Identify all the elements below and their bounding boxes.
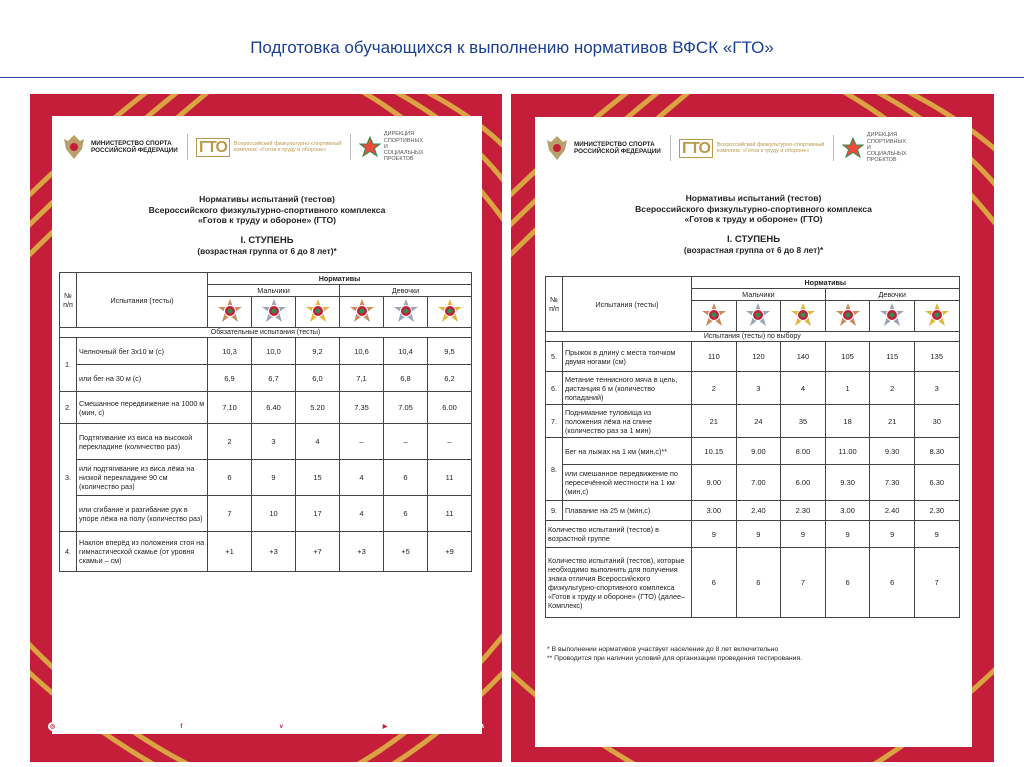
heading-line-3: «Готов к труду и обороне» (ГТО) — [684, 214, 823, 224]
badge-graphic — [437, 298, 463, 324]
document-heading — [52, 194, 482, 256]
gto-name: Всероссийский физкультурно-спортивный комплекс «Готов к труду и обороне» — [233, 140, 342, 153]
norm-value: 9 — [914, 521, 959, 548]
norm-value: +9 — [428, 532, 472, 572]
test-name: или смешанное передвижение по пересечённой местности на 1 км (мин,с) — [563, 465, 692, 501]
youtube-link[interactable] — [381, 722, 484, 731]
stage-title: I. СТУПЕНЬ — [726, 233, 781, 245]
norm-value: 6 — [384, 496, 428, 532]
norm-value: 9 — [252, 460, 296, 496]
logo-separator — [833, 135, 834, 161]
instagram-link[interactable] — [48, 722, 141, 731]
bronze-badge-icon — [208, 297, 252, 328]
star-logo-icon — [359, 136, 381, 158]
instagram-icon: ◎ — [49, 724, 56, 730]
norm-value: 8.30 — [914, 438, 959, 465]
row-number: 7. — [546, 405, 563, 438]
norm-value: 6,0 — [296, 365, 340, 392]
table-row — [546, 465, 960, 501]
table-row — [546, 372, 960, 405]
row-number: 3. — [60, 424, 77, 532]
norm-value: 2 — [692, 372, 737, 405]
title-divider — [0, 77, 1024, 78]
social-links — [30, 722, 502, 731]
badge-graphic — [305, 298, 331, 324]
test-name: Челночный бег 3х10 м (с) — [77, 338, 208, 365]
badge-graphic — [835, 302, 861, 328]
norm-value: 9 — [870, 521, 915, 548]
vk-text: Vk.com/vfsk_gto — [288, 723, 345, 730]
norm-value: 9 — [692, 521, 737, 548]
ministry-name: МИНИСТЕРСТВО СПОРТА РОССИЙСКОЙ ФЕДЕРАЦИИ — [91, 139, 178, 154]
col-norms-header: Нормативы — [692, 277, 960, 289]
norm-value: 6.00 — [781, 465, 826, 501]
norm-value: 9.00 — [692, 465, 737, 501]
heading-line-2: Всероссийского физкультурно-спортивного комплекса — [635, 203, 872, 214]
norm-value: 6 — [825, 548, 870, 618]
footnotes — [547, 645, 961, 663]
norm-value: 9 — [781, 521, 826, 548]
norm-value: 30 — [914, 405, 959, 438]
norm-value: 2 — [208, 424, 252, 460]
vk-link[interactable] — [277, 722, 345, 731]
heading-line-3: «Готов к труду и обороне» (ГТО) — [197, 215, 337, 225]
col-num-header: № п/п — [60, 273, 77, 328]
col-girls-header: Девочки — [340, 285, 472, 297]
summary-label: Количество испытаний (тестов), которые необходимо выполнить для получения знака отличия Всероссийского физкультурно-спортивного комплекса «Готов к труду и обороне» (ГТО) (далее–Комплекс) — [546, 548, 692, 618]
logo-separator — [187, 134, 188, 160]
norm-value: 18 — [825, 405, 870, 438]
row-number: 1. — [60, 338, 77, 392]
norm-value: 9.00 — [736, 438, 781, 465]
norm-value: 7.00 — [736, 465, 781, 501]
col-boys-header: Мальчики — [692, 289, 826, 301]
test-name: Метание теннисного мяча в цель, дистанция 6 м (количество попаданий) — [563, 372, 692, 405]
slide-title: Подготовка обучающихся к выполнению нормативов ВФСК «ГТО» — [250, 38, 774, 57]
norm-value: 10,4 — [384, 338, 428, 365]
document-heading — [535, 193, 972, 255]
norm-value: 11.00 — [825, 438, 870, 465]
norm-value: 15 — [296, 460, 340, 496]
norm-value: 110 — [692, 342, 737, 372]
norm-value: 10,0 — [252, 338, 296, 365]
norm-value: 6 — [870, 548, 915, 618]
norm-value: 4 — [781, 372, 826, 405]
document-page-left — [52, 116, 482, 734]
norm-value: +1 — [208, 532, 252, 572]
gold-badge-icon — [428, 297, 472, 328]
norm-value: 4 — [296, 424, 340, 460]
norm-value: 2.40 — [736, 501, 781, 521]
norm-value: 6,7 — [252, 365, 296, 392]
table-row — [60, 338, 472, 365]
row-number: 6. — [546, 372, 563, 405]
silver-badge-icon — [870, 301, 915, 332]
ministry-logo — [545, 134, 662, 162]
norm-value: 105 — [825, 342, 870, 372]
norm-value: 3 — [252, 424, 296, 460]
row-number: 4. — [60, 532, 77, 572]
summary-label: Количество испытаний (тестов) в возрастной группе — [546, 521, 692, 548]
bronze-badge-icon — [340, 297, 384, 328]
table-row — [60, 424, 472, 460]
footnote-1: * В выполнении нормативов участвует население до 8 лет включительно — [547, 646, 779, 653]
col-girls-header: Девочки — [825, 289, 959, 301]
norm-value: 6.00 — [428, 392, 472, 424]
norm-value: 4 — [340, 496, 384, 532]
test-name: Бег на лыжах на 1 км (мин,с)** — [563, 438, 692, 465]
heading-line-1: Нормативы испытаний (тестов) — [685, 193, 822, 203]
heading-line-2: Всероссийского физкультурно-спортивного комплекса — [148, 204, 386, 215]
direction-name: ДИРЕКЦИЯ СПОРТИВНЫХ И СОЦИАЛЬНЫХ ПРОЕКТОВ — [383, 131, 424, 163]
norm-value: 3 — [914, 372, 959, 405]
norm-value: 120 — [736, 342, 781, 372]
norm-value: 9.30 — [870, 438, 915, 465]
gto-logo — [679, 139, 825, 158]
section-mandatory: Обязательные испытания (тесты) — [60, 328, 472, 338]
norm-value: 3.00 — [692, 501, 737, 521]
badge-graphic — [879, 302, 905, 328]
silver-badge-icon — [252, 297, 296, 328]
norm-value: 7 — [208, 496, 252, 532]
norm-value: 6.40 — [252, 392, 296, 424]
norm-value: 10.15 — [692, 438, 737, 465]
norm-value: 2.30 — [781, 501, 826, 521]
norm-value: 24 — [736, 405, 781, 438]
badge-graphic — [349, 298, 375, 324]
norm-value: 9,5 — [428, 338, 472, 365]
norms-card-right — [511, 94, 994, 762]
norm-value: 7 — [781, 548, 826, 618]
norm-value: 135 — [914, 342, 959, 372]
badge-graphic — [393, 298, 419, 324]
norm-value: 9 — [736, 521, 781, 548]
test-name: Поднимание туловища из положения лёжа на спине (количество раз за 1 мин) — [563, 405, 692, 438]
norm-value: +3 — [340, 532, 384, 572]
youtube-text: Youtube.com/vfskgtorussia — [392, 723, 484, 730]
norm-value: +3 — [252, 532, 296, 572]
norms-table-mandatory — [59, 272, 472, 572]
table-row — [60, 460, 472, 496]
badge-graphic — [924, 302, 950, 328]
norm-value: 7.10 — [208, 392, 252, 424]
norm-value: 2 — [870, 372, 915, 405]
norm-value: – — [340, 424, 384, 460]
footnote-2: ** Проводится при наличии условий для организации проведения тестирования. — [547, 655, 803, 662]
norms-table-optional — [545, 276, 960, 618]
norm-value: 10,6 — [340, 338, 384, 365]
badge-graphic — [745, 302, 771, 328]
eagle-emblem-icon — [545, 134, 569, 162]
norm-value: 9,2 — [296, 338, 340, 365]
test-name: или подтягивание из виса лёжа на низкой перекладине 90 см (количество раз) — [77, 460, 208, 496]
row-number: 2. — [60, 392, 77, 424]
norm-value: 6 — [384, 460, 428, 496]
norm-value: 10,3 — [208, 338, 252, 365]
norm-value: 6 — [208, 460, 252, 496]
col-boys-header: Мальчики — [208, 285, 340, 297]
test-name: Плавание на 25 м (мин,с) — [563, 501, 692, 521]
norm-value: 6,2 — [428, 365, 472, 392]
norm-value: – — [384, 424, 428, 460]
youtube-icon: ▶ — [381, 722, 390, 731]
norm-value: 2.40 — [870, 501, 915, 521]
test-name: или сгибание и разгибание рук в упоре лёжа на полу (количество раз) — [77, 496, 208, 532]
row-number: 9. — [546, 501, 563, 521]
silver-badge-icon — [736, 301, 781, 332]
document-page-right — [535, 117, 972, 747]
norm-value: 6,8 — [384, 365, 428, 392]
norm-value: – — [428, 424, 472, 460]
facebook-link[interactable] — [177, 722, 241, 731]
table-row — [546, 342, 960, 372]
norm-value: 4 — [340, 460, 384, 496]
gto-mark: ГТО — [679, 139, 713, 158]
vk-icon: v — [277, 722, 286, 731]
norms-card-left — [30, 94, 502, 762]
heading-line-1: Нормативы испытаний (тестов) — [199, 194, 335, 204]
bronze-badge-icon — [692, 301, 737, 332]
table-row — [60, 532, 472, 572]
direction-logo — [359, 131, 424, 162]
norm-value: 140 — [781, 342, 826, 372]
col-norms-header: Нормативы — [208, 273, 472, 285]
norm-value: 7.30 — [870, 465, 915, 501]
age-group: (возрастная группа от 6 до 8 лет)* — [197, 245, 337, 256]
norm-value: 10 — [252, 496, 296, 532]
norm-value: 11 — [428, 460, 472, 496]
norm-value: 5.20 — [296, 392, 340, 424]
table-row — [60, 496, 472, 532]
stage-title: I. СТУПЕНЬ — [240, 234, 294, 246]
badge-graphic — [790, 302, 816, 328]
gold-badge-icon — [781, 301, 826, 332]
table-row — [546, 438, 960, 465]
norm-value: 17 — [296, 496, 340, 532]
logo-separator — [350, 134, 351, 160]
gto-mark: ГТО — [196, 138, 230, 157]
norm-value: 21 — [870, 405, 915, 438]
test-name: Прыжок в длину с места толчком двумя ногами (см) — [563, 342, 692, 372]
col-tests-header: Испытания (тесты) — [77, 273, 208, 328]
direction-name: ДИРЕКЦИЯ СПОРТИВНЫХ И СОЦИАЛЬНЫХ ПРОЕКТОВ — [866, 132, 907, 164]
norm-value: +7 — [296, 532, 340, 572]
table-row — [546, 501, 960, 521]
test-name: или бег на 30 м (с) — [77, 365, 208, 392]
test-name: Подтягивание из виса на высокой перекладине (количество раз) — [77, 424, 208, 460]
gto-logo — [196, 138, 342, 157]
gold-badge-icon — [914, 301, 959, 332]
norm-value: 7.35 — [340, 392, 384, 424]
summary-row — [546, 548, 960, 618]
test-name: Наклон вперёд из положения стоя на гимнастической скамье (от уровня скамьи – см) — [77, 532, 208, 572]
norm-value: 11 — [428, 496, 472, 532]
norm-value: 6.30 — [914, 465, 959, 501]
summary-row — [546, 521, 960, 548]
badge-graphic — [261, 298, 287, 324]
instagram-text: Instagram.com/vfsk_gto — [60, 723, 141, 730]
norm-value: 3 — [736, 372, 781, 405]
silver-badge-icon — [384, 297, 428, 328]
norm-value: 7,1 — [340, 365, 384, 392]
col-num-header: № п/п — [546, 277, 563, 332]
facebook-icon: f — [177, 722, 186, 731]
norm-value: 2.30 — [914, 501, 959, 521]
ministry-name: МИНИСТЕРСТВО СПОРТА РОССИЙСКОЙ ФЕДЕРАЦИИ — [574, 140, 661, 155]
table-row — [60, 392, 472, 424]
col-tests-header: Испытания (тесты) — [563, 277, 692, 332]
logo-separator — [670, 135, 671, 161]
badge-graphic — [701, 302, 727, 328]
norm-value: 6 — [736, 548, 781, 618]
gold-badge-icon — [296, 297, 340, 328]
logo-bar — [545, 131, 962, 165]
norm-value: 7.05 — [384, 392, 428, 424]
facebook-text: Fb.com/vfskgto — [188, 723, 241, 730]
star-logo-icon — [842, 137, 864, 159]
ministry-logo — [62, 133, 179, 161]
norm-value: 9.30 — [825, 465, 870, 501]
age-group: (возрастная группа от 6 до 8 лет)* — [683, 244, 824, 255]
norm-value: 9 — [825, 521, 870, 548]
row-number: 5. — [546, 342, 563, 372]
row-number: 8. — [546, 438, 563, 501]
eagle-emblem-icon — [62, 133, 86, 161]
logo-bar — [62, 130, 472, 164]
gto-name: Всероссийский физкультурно-спортивный комплекс «Готов к труду и обороне» — [716, 141, 825, 154]
norm-value: 3.00 — [825, 501, 870, 521]
norm-value: 6 — [692, 548, 737, 618]
test-name: Смешанное передвижение на 1000 м (мин, с) — [77, 392, 208, 424]
direction-logo — [842, 132, 907, 163]
section-optional: Испытания (тесты) по выбору — [546, 332, 960, 342]
norm-value: 8.00 — [781, 438, 826, 465]
norm-value: 1 — [825, 372, 870, 405]
norm-value: 7 — [914, 548, 959, 618]
table-row — [546, 405, 960, 438]
table-row — [60, 365, 472, 392]
badge-graphic — [217, 298, 243, 324]
norm-value: 115 — [870, 342, 915, 372]
norm-value: 35 — [781, 405, 826, 438]
norm-value: 21 — [692, 405, 737, 438]
bronze-badge-icon — [825, 301, 870, 332]
norm-value: +5 — [384, 532, 428, 572]
norm-value: 6,9 — [208, 365, 252, 392]
